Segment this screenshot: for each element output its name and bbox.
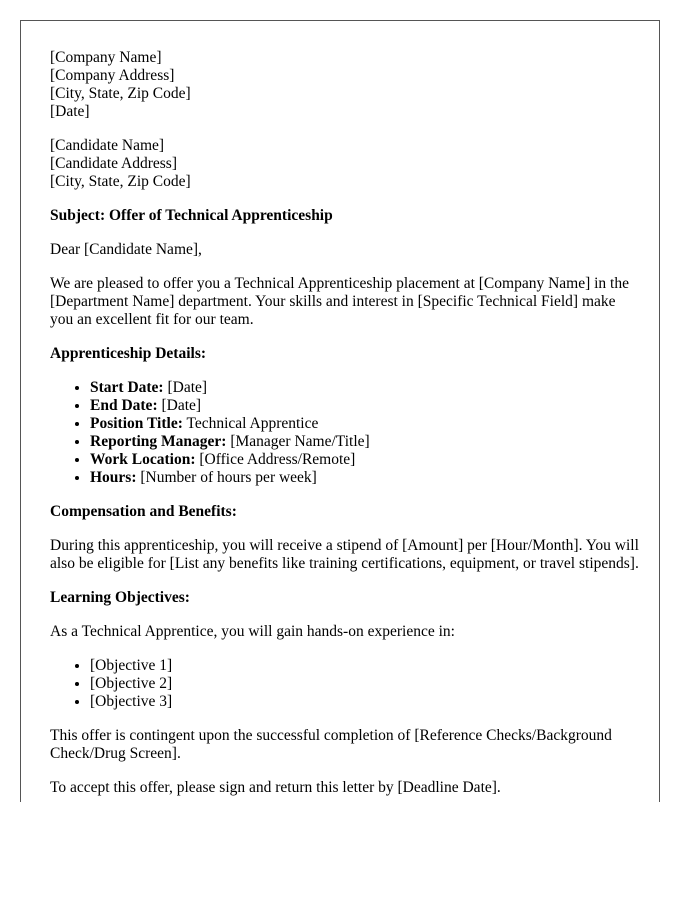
letter-body [50, 49, 640, 802]
learning-intro: As a Technical Apprentice, you will gain hands-on experience in: [50, 623, 455, 640]
detail-value: [Date] [157, 397, 202, 414]
recipient-block [50, 137, 640, 191]
detail-value: [Office Address/Remote] [195, 451, 356, 468]
recipient-city-state-zip: [City, State, Zip Code] [50, 173, 191, 190]
letter-date: [Date] [50, 103, 90, 120]
detail-label: Work Location: [90, 451, 196, 468]
letter-page [20, 20, 660, 802]
contingency-paragraph: This offer is contingent upon the successful completion of [Reference Checks/Background Check/Drug Screen]. [50, 727, 612, 762]
objective-item: • [Objective 3] [90, 693, 640, 711]
detail-value: [Number of hours per week] [136, 469, 317, 486]
detail-label: Start Date: [90, 379, 164, 396]
detail-position-title [90, 415, 640, 433]
recipient-address: [Candidate Address] [50, 155, 177, 172]
salutation: Dear [Candidate Name], [50, 241, 202, 258]
detail-label: End Date: [90, 397, 158, 414]
intro-paragraph: We are pleased to offer you a Technical Apprenticeship placement at [Company Name] in the [Department Name] department. Your skills and interest in [Specific Technical Field] make you an excellent fit for our team. [50, 275, 629, 328]
detail-value: [Date] [163, 379, 208, 396]
sender-city-state-zip: [City, State, Zip Code] [50, 85, 191, 102]
detail-reporting-manager [90, 433, 640, 451]
detail-value: [Manager Name/Title] [226, 433, 370, 450]
compensation-paragraph: During this apprenticeship, you will receive a stipend of [Amount] per [Hour/Month]. You will also be eligible for [List any benefits like training certifications, equipment, or travel stipends]. [50, 537, 639, 572]
objective-item: • [Objective 2] [90, 675, 640, 693]
sender-block [50, 49, 640, 121]
detail-label: Reporting Manager: [90, 433, 227, 450]
detail-label: Position Title: [90, 415, 183, 432]
details-heading: Apprenticeship Details: [50, 345, 207, 362]
compensation-heading: Compensation and Benefits: [50, 503, 237, 520]
details-list [50, 379, 640, 487]
acceptance-paragraph-cut-off: To accept this offer, please sign and return this letter by [Deadline Date]. [50, 779, 501, 796]
detail-hours [90, 469, 640, 487]
detail-start-date [90, 379, 640, 397]
letter-subject: Subject: Offer of Technical Apprenticeship [50, 207, 333, 224]
recipient-name: [Candidate Name] [50, 137, 165, 154]
learning-heading: Learning Objectives: [50, 589, 190, 606]
detail-end-date [90, 397, 640, 415]
detail-work-location [90, 451, 640, 469]
detail-label: Hours: [90, 469, 137, 486]
objectives-list [50, 657, 640, 711]
objective-item: • [Objective 1] [90, 657, 640, 675]
sender-company-address: [Company Address] [50, 67, 175, 84]
sender-company-name: [Company Name] [50, 49, 162, 66]
detail-value: Technical Apprentice [182, 415, 319, 432]
